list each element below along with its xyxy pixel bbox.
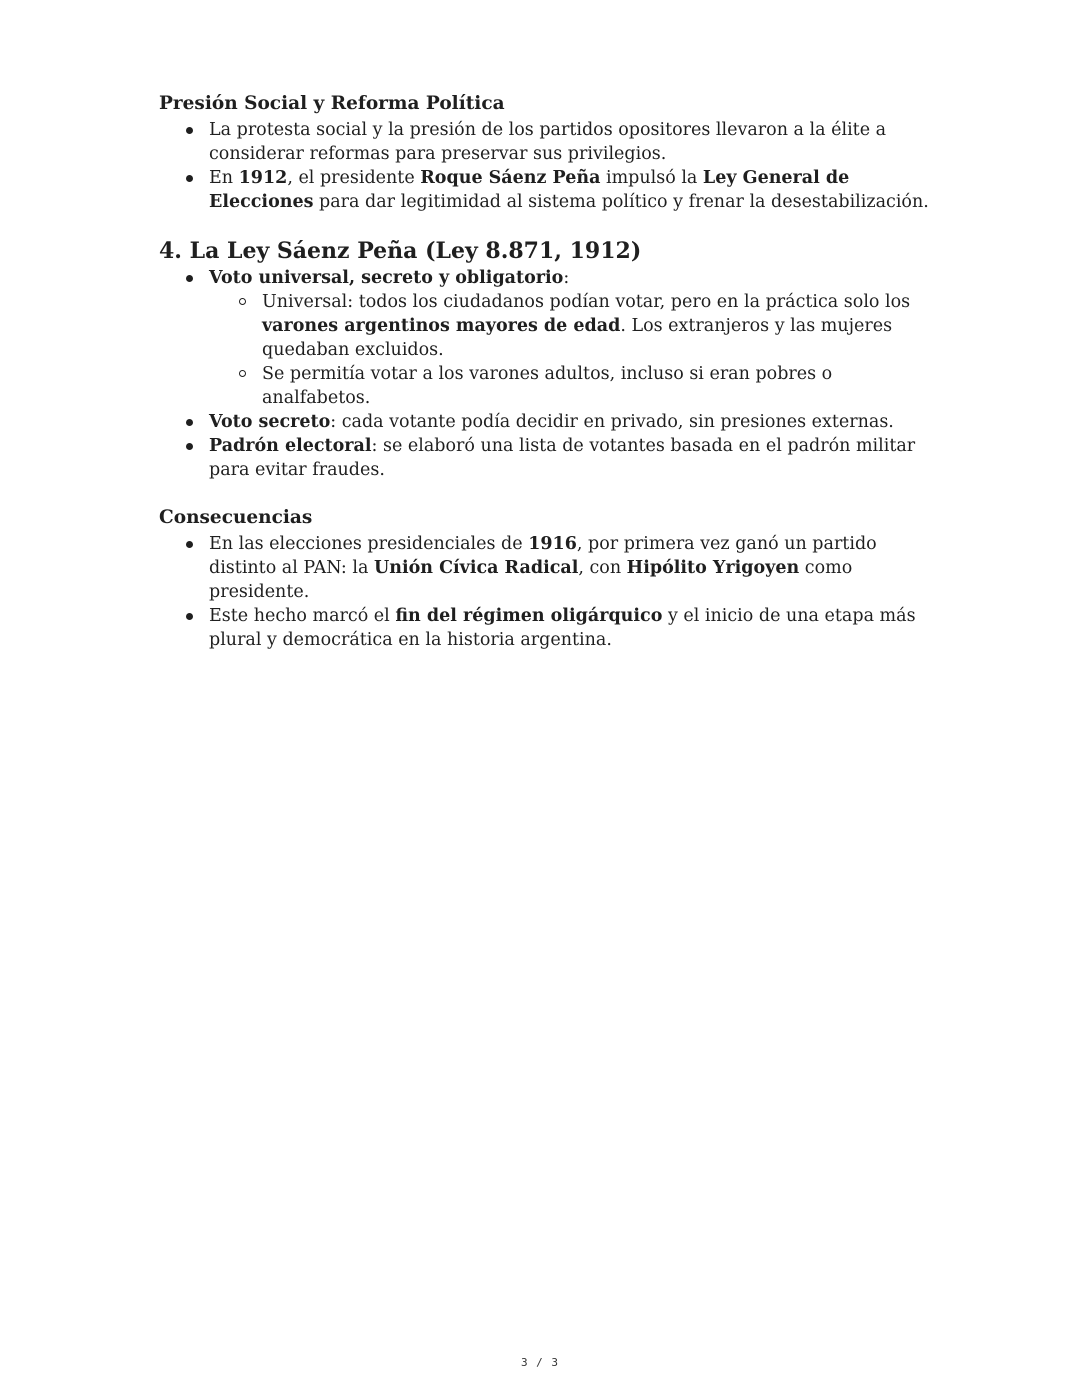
heading-ley-saenz-pena: 4. La Ley Sáenz Peña (Ley 8.871, 1912) <box>159 238 642 264</box>
text-bold: 1916 <box>528 534 577 554</box>
bullet-icon <box>186 443 193 450</box>
list-item <box>159 604 929 652</box>
list-item <box>159 118 929 166</box>
text-run: Este hecho marcó el <box>209 606 396 626</box>
text-run: como presidente. <box>209 558 853 602</box>
text-bold: Roque Sáenz Peña <box>420 168 601 188</box>
text-run: impulsó la <box>600 168 703 188</box>
list-consecuencias <box>159 532 929 652</box>
text-bold: Ley General de Elecciones <box>209 168 850 212</box>
bullet-icon <box>186 175 193 182</box>
list-item <box>159 410 929 434</box>
text-run: para dar legitimidad al sistema político y frenar la desestabilización. <box>313 192 929 212</box>
page-number: 3 / 3 <box>520 1356 560 1369</box>
bullet-icon <box>186 541 193 548</box>
text-bold: Voto secreto <box>209 412 331 432</box>
text-bold: Hipólito Yrigoyen <box>626 558 800 578</box>
text-bold: fin del régimen oligárquico <box>395 606 663 626</box>
list-item <box>159 266 929 410</box>
text-run: , el presidente <box>287 168 421 188</box>
document-body <box>159 92 929 652</box>
text-bold: Voto universal, secreto y obligatorio <box>209 268 564 288</box>
list-item <box>159 532 929 604</box>
text-bold: varones argentinos mayores de edad <box>262 316 621 336</box>
bullet-icon <box>186 275 193 282</box>
list-item <box>159 166 929 214</box>
text-run: y el inicio de una etapa más plural y democrática en la historia argentina. <box>209 606 916 650</box>
heading-presion-social: Presión Social y Reforma Política <box>159 93 505 114</box>
list-item <box>159 434 929 482</box>
bullet-icon <box>186 613 193 620</box>
list-item-text: La protesta social y la presión de los partidos opositores llevaron a la élite a considerar reformas para preservar sus privilegios. <box>209 120 887 164</box>
text-run: En las elecciones presidenciales de <box>209 534 529 554</box>
text-run: . Los extranjeros y las mujeres quedaban excluidos. <box>262 316 893 360</box>
sublist-item <box>209 290 929 362</box>
sublist-item <box>209 362 929 410</box>
bullet-icon <box>186 127 193 134</box>
list-item-text: Se permitía votar a los varones adultos, incluso si eran pobres o analfabetos. <box>262 364 833 408</box>
text-run: : se elaboró una lista de votantes basada en el padrón militar para evitar fraudes. <box>209 436 916 480</box>
text-bold: Padrón electoral <box>209 436 372 456</box>
sublist-voto-universal <box>209 290 929 410</box>
list-presion-social <box>159 118 929 214</box>
heading-consecuencias: Consecuencias <box>159 507 313 528</box>
text-bold: 1912 <box>238 168 288 188</box>
hollow-bullet-icon <box>239 298 246 305</box>
list-ley-saenz-pena <box>159 266 929 482</box>
bullet-icon <box>186 419 193 426</box>
text-run: : cada votante podía decidir en privado, sin presiones externas. <box>330 412 894 432</box>
text-run: , por primera vez ganó un partido distinto al PAN: la <box>209 534 877 578</box>
spacer <box>159 482 929 506</box>
text-run: En <box>209 168 239 188</box>
text-run: : <box>563 268 570 288</box>
text-bold: Unión Cívica Radical <box>373 558 579 578</box>
hollow-bullet-icon <box>239 370 246 377</box>
text-run: Universal: todos los ciudadanos podían votar, pero en la práctica solo los <box>262 292 911 312</box>
text-run: , con <box>578 558 627 578</box>
